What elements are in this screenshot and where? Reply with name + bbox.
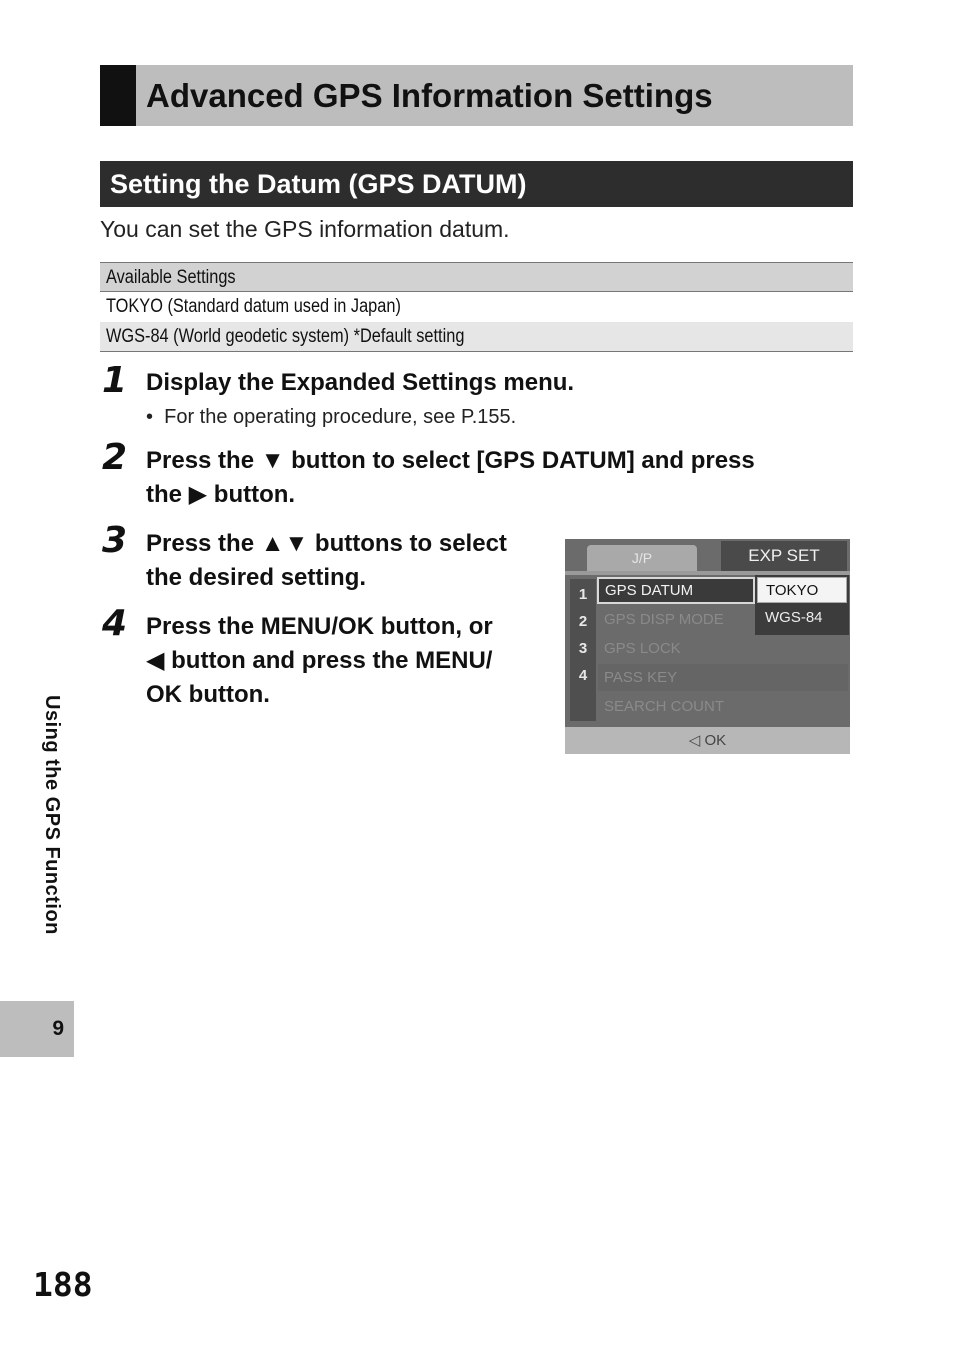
screen-page-number: 1 [578,586,588,603]
screen-option-wgs84: WGS-84 [765,609,823,626]
table-row: TOKYO (Standard datum used in Japan) [100,292,853,322]
step-2-text: Press the ▼ button to select [GPS DATUM] and press the ▶ button. [146,447,755,508]
table-row: WGS-84 (World geodetic system) *Default setting [100,322,853,352]
screen-option-tokyo: TOKYO [757,577,847,603]
screen-tab-left: J/P [587,545,697,571]
table-header: Available Settings [100,262,853,292]
screen-item-gps-datum: GPS DATUM [597,577,755,604]
step-4-number: 4 [102,603,128,644]
intro-text: You can set the GPS information datum. [100,216,510,242]
screen-item-search-count: SEARCH COUNT [604,698,725,715]
screen-page-number: 2 [578,613,588,630]
section-heading [100,161,853,207]
step-4-text: Press the MENU/OK button, or ◀ button and press the MENU/ OK button. [146,613,493,708]
bullet-icon: • [146,406,165,428]
step-3-number: 3 [102,520,128,561]
screen-item-gps-lock: GPS LOCK [604,640,681,657]
step-3-text: Press the ▲▼ buttons to select the desired setting. [146,530,507,591]
step-1-bullet: • For the operating procedure, see P.155. [146,406,517,428]
camera-menu-screen [565,539,850,754]
step-1-number: 1 [102,360,128,401]
step-2-number: 2 [102,437,128,478]
chapter-number-box [0,1001,74,1057]
page-number: 188 [33,1265,93,1304]
main-heading-title: Advanced GPS Information Settings [146,77,713,114]
side-tab [40,695,76,995]
step-1-text: Display the Expanded Settings menu. [146,369,575,396]
chapter-number: 9 [52,1017,64,1040]
heading-marker [100,65,136,126]
settings-table [100,262,853,352]
section-heading-title: Setting the Datum (GPS DATUM) [110,169,527,199]
screen-footer: ◁ OK [565,727,850,754]
screen-item-pass-key: PASS KEY [598,664,848,691]
screen-item-gps-disp-mode: GPS DISP MODE [604,611,724,628]
screen-option-popup [755,575,849,635]
screen-page-number: 4 [578,667,588,684]
screen-page-number: 3 [578,640,588,657]
screen-tab-exp-set: EXP SET [721,541,847,571]
side-tab-label: Using the GPS Function [41,695,63,935]
main-heading [100,65,853,126]
